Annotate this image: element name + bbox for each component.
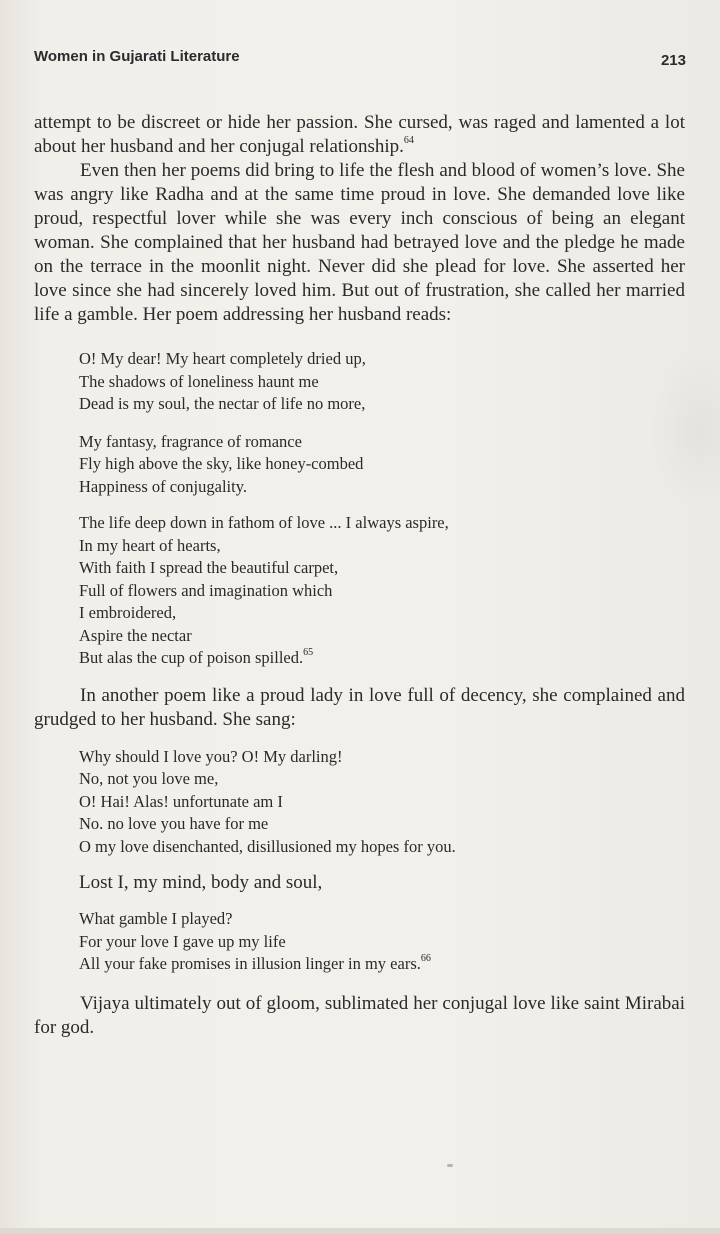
verse-line: What gamble I played? (79, 909, 233, 928)
verse-line: Fly high above the sky, like honey-combed (79, 454, 364, 473)
verse-line: Aspire the nectar (79, 625, 192, 645)
poem2-stanza-1 (79, 746, 685, 859)
verse-line-text: But alas the cup of poison spilled. (79, 648, 304, 667)
verse-line: Happiness of conjugality. (79, 476, 248, 496)
paper-speck (447, 1164, 453, 1167)
verse-line-text: All your fake promises in illusion linger in my ears. (79, 954, 421, 973)
verse-line: With faith I spread the beautiful carpet, (79, 558, 339, 577)
page-bottom-edge (0, 1228, 720, 1234)
poem1-stanza-2 (79, 431, 685, 499)
verse-line: No, not you love me, (79, 769, 219, 788)
verse-line (79, 647, 685, 670)
paragraph-4: Vijaya ultimately out of gloom, sublimated her conjugal love like saint Mirabai for god. (34, 992, 685, 1038)
paragraph-1-text: attempt to be discreet or hide her passion. She cursed, was raged and lamented a lot about her husband and her conjugal relationship. (34, 112, 685, 157)
page-number: 213 (660, 52, 686, 69)
verse-line: For your love I gave up my life (79, 931, 286, 951)
verse-line: O! My dear! My heart completely dried up, (79, 349, 366, 368)
paragraph-2: Even then her poems did bring to life the flesh and blood of women’s love. She was angry like Radha and at the same time proud in love. She demanded love like proud, respectful lover while she was every inch conscious of being an elegant woman. She complained that her husband had betrayed love and the pledge he made on the terrace in the moonlit night. Never did she plead for love. She asserted her love since she had sincerely loved him. But out of frustration, she called her married life a gamble. Her poem addressing her husband reads: (34, 160, 685, 325)
verse-line: O! Hai! Alas! unfortunate am I (79, 791, 283, 811)
poem1-stanza-1 (79, 348, 685, 416)
poem1-stanza-3 (79, 512, 685, 670)
paragraph-3: In another poem like a proud lady in love full of decency, she complained and grudged to her husband. She sang: (34, 684, 685, 730)
page-body (34, 111, 685, 1040)
verse-line: Dead is my soul, the nectar of life no more, (79, 394, 366, 413)
poem2-single-line: Lost I, my mind, body and soul, (79, 872, 323, 893)
verse-line: O my love disenchanted, disillusioned my hopes for you. (79, 836, 456, 856)
running-title: Women in Gujarati Literature (34, 48, 240, 65)
footnote-ref-66: 66 (420, 952, 431, 964)
verse-line: The shadows of loneliness haunt me (79, 371, 319, 391)
footnote-ref-64: 64 (403, 134, 414, 146)
verse-line: The life deep down in fathom of love ... I always aspire, (79, 513, 449, 532)
verse-line: I embroidered, (79, 603, 177, 622)
paragraph-1 (34, 111, 685, 159)
verse-line: Full of flowers and imagination which (79, 580, 333, 600)
verse-line: My fantasy, fragrance of romance (79, 431, 302, 451)
footnote-ref-65: 65 (303, 646, 314, 658)
poem2-stanza-2 (79, 908, 685, 976)
verse-line: In my heart of hearts, (79, 535, 221, 555)
verse-line: Why should I love you? O! My darling! (79, 746, 343, 766)
paper-shadow (650, 350, 720, 510)
verse-line: No. no love you have for me (79, 814, 269, 833)
verse-line (79, 953, 685, 976)
